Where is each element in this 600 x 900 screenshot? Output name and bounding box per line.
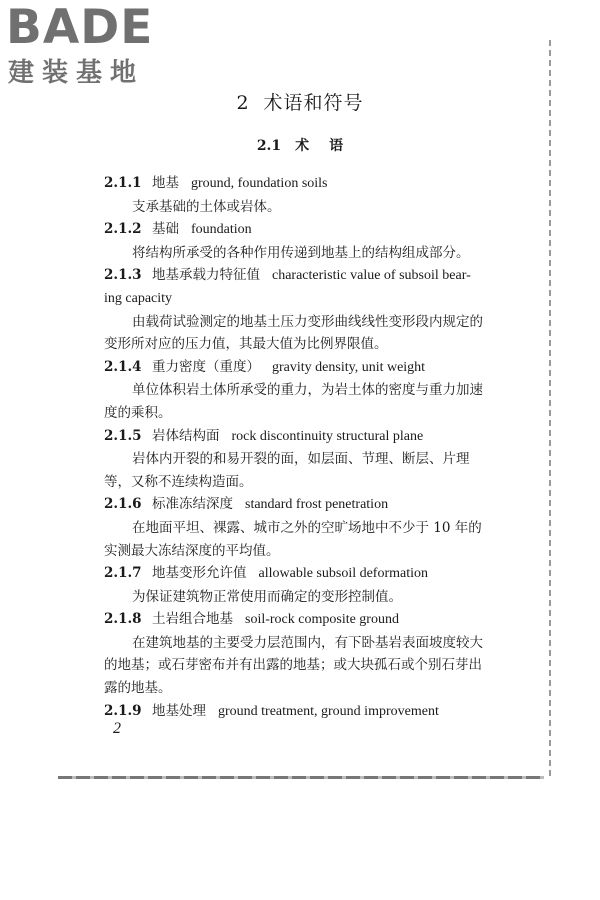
term-definition-continuation: 的地基；或石芽密布并有出露的地基；或大块孤石或个别石芽出: [104, 657, 482, 674]
chapter-title-text: 术语和符号: [263, 92, 364, 114]
term-cn: 地基: [152, 175, 179, 191]
term-number: 2.1.5: [104, 427, 142, 444]
term-heading: [104, 700, 500, 724]
term-number: 2.1.7: [104, 565, 142, 582]
term-en: allowable subsoil deformation: [258, 566, 429, 582]
term-definition: 岩体内开裂的和易开裂的面，如层面、节理、断层、片理: [132, 451, 470, 468]
term-definition: 单位体积岩土体所承受的重力，为岩土体的密度与重力加速: [132, 382, 483, 399]
term-heading: [104, 218, 500, 242]
term-cn: 地基处理: [152, 702, 206, 719]
term-heading: [104, 425, 500, 449]
term-number: 2.1.6: [104, 496, 142, 513]
scan-edge-bottom: [58, 776, 544, 779]
term-en: characteristic value of subsoil bear-: [272, 268, 471, 284]
logo-wordmark: BADE: [6, 0, 154, 55]
term-number: 2.1.1: [104, 175, 142, 191]
page-number: 2: [113, 720, 121, 737]
term-en: ground treatment, ground improvement: [218, 703, 439, 719]
term-number: 2.1.3: [104, 267, 142, 284]
term-en: standard frost penetration: [245, 497, 389, 513]
section-number: 2.1: [256, 138, 282, 154]
term-heading: [104, 608, 500, 632]
term-cn: 重力密度（重度）: [152, 358, 260, 375]
section-title-char-2: 语: [329, 138, 344, 154]
term-en-continuation: ing capacity: [104, 290, 173, 306]
term-cn: 地基承载力特征值: [152, 267, 260, 284]
term-heading: [104, 493, 500, 517]
term-number: 2.1.9: [104, 702, 142, 719]
section-title: [0, 136, 600, 156]
watermark-logo: [6, 2, 153, 88]
term-cn: 基础: [152, 221, 179, 238]
term-definition: 在地面平坦、裸露、城市之外的空旷场地中不少于 10 年的: [132, 519, 482, 536]
term-en: soil-rock composite ground: [245, 612, 399, 628]
chapter-number: 2: [236, 92, 250, 114]
term-definition: 由载荷试验测定的地基土压力变形曲线线性变形段内规定的: [132, 313, 483, 330]
term-en: foundation: [191, 222, 252, 238]
term-definition-continuation: 变形所对应的压力值，其最大值为比例界限值。: [104, 336, 388, 353]
section-title-char-1: 术: [295, 138, 310, 154]
term-heading: [104, 264, 500, 288]
term-definition-continuation: 实测最大冻结深度的平均值。: [104, 542, 280, 559]
term-definition-continuation: 露的地基。: [104, 680, 172, 697]
term-number: 2.1.2: [104, 221, 142, 238]
terms-list: [104, 172, 500, 723]
term-cn: 标准冻结深度: [152, 496, 233, 513]
term-heading: [104, 356, 500, 380]
chapter-title: [0, 90, 600, 116]
term-definition-continuation: 等，又称不连续构造面。: [104, 473, 253, 490]
term-definition: 为保证建筑物正常使用而确定的变形控制值。: [132, 588, 402, 605]
term-definition: 在建筑地基的主要受力层范围内，有下卧基岩表面坡度较大: [132, 634, 483, 651]
term-number: 2.1.4: [104, 358, 142, 375]
term-number: 2.1.8: [104, 611, 142, 628]
term-en: gravity density, unit weight: [272, 359, 426, 375]
term-definition: 支承基础的土体或岩体。: [132, 198, 281, 215]
term-definition-continuation: 度的乘积。: [104, 404, 172, 421]
term-cn: 岩体结构面: [152, 427, 220, 444]
logo-subtitle: 建装基地: [8, 58, 145, 88]
term-heading: [104, 172, 500, 196]
term-en: rock discontinuity structural plane: [231, 428, 424, 444]
term-cn: 土岩组合地基: [152, 611, 233, 628]
term-definition: 将结构所承受的各种作用传递到地基上的结构组成部分。: [132, 244, 470, 261]
term-en: ground, foundation soils: [191, 176, 328, 191]
term-cn: 地基变形允许值: [152, 565, 247, 582]
term-heading: [104, 562, 500, 586]
